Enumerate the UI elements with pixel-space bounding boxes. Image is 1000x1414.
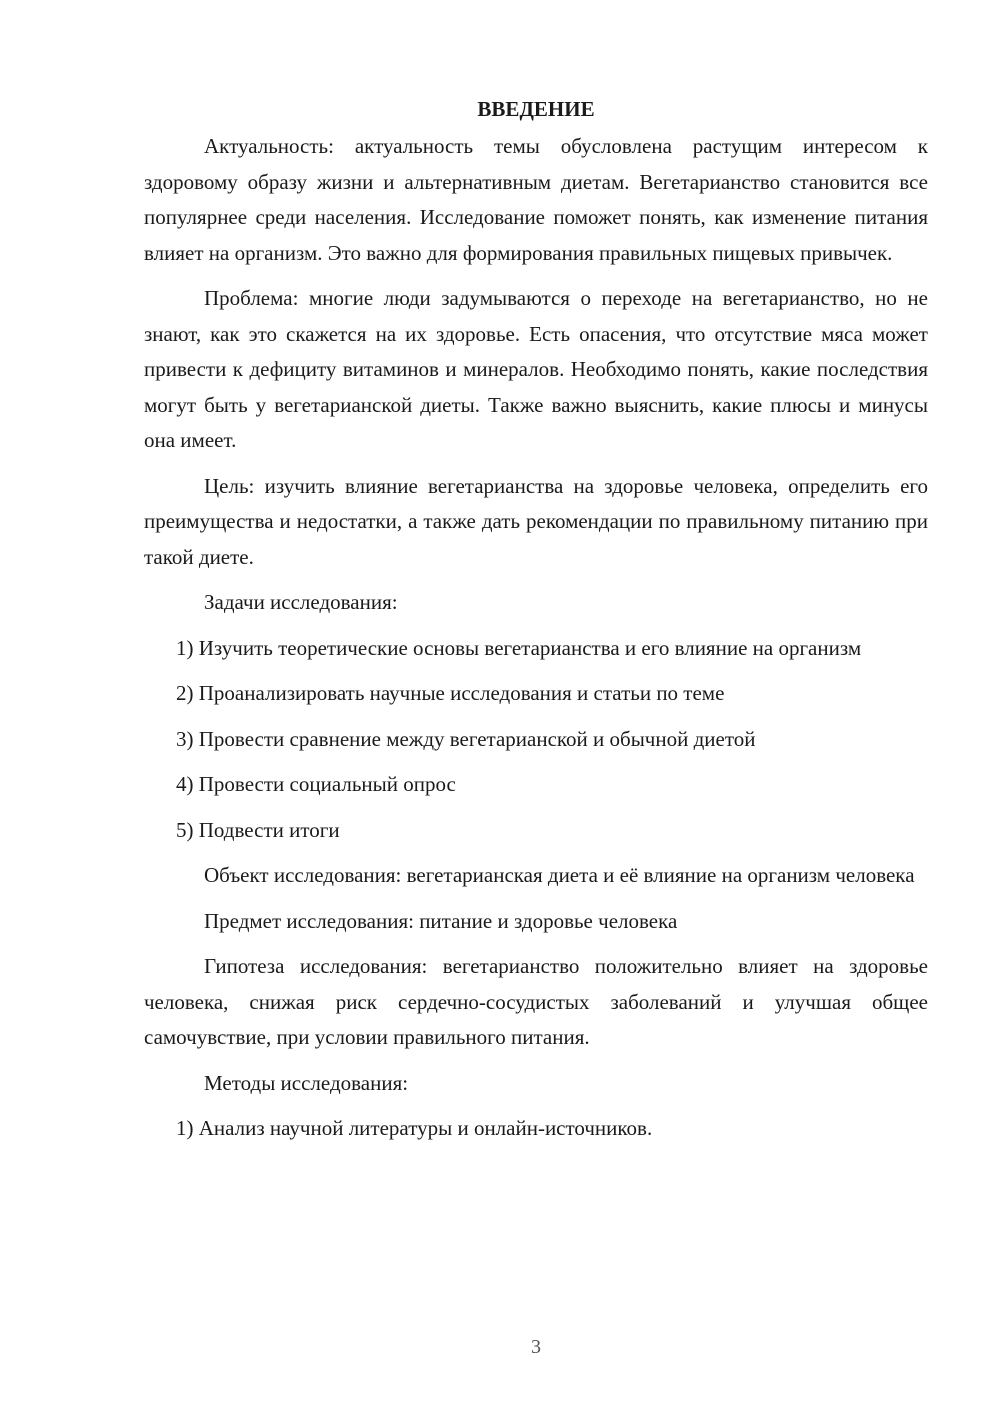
problem-paragraph: Проблема: многие люди задумываются о переходе на вегетарианство, но не знают, как это скажется на их здоровье. Есть опасения, что отсутствие мяса может привести к дефициту витаминов и минералов. Необходимо понять, какие последствия могут быть у вегетарианской диеты. Также важно выяснить, какие плюсы и минусы она имеет. (144, 286, 928, 452)
task-item-4: 4) Провести социальный опрос (176, 772, 456, 796)
goal-paragraph: Цель: изучить влияние вегетарианства на здоровье человека, определить его преимущества и недостатки, а также дать рекомендации по правильному питанию при такой диете. (144, 473, 928, 569)
hypothesis-paragraph: Гипотеза исследования: вегетарианство положительно влияет на здоровье человека, снижая риск сердечно-сосудистых заболеваний и улучшая общее самочувствие, при условии правильного питания. (144, 954, 928, 1049)
method-item-1: 1) Анализ научной литературы и онлайн-источников. (176, 1116, 653, 1140)
task-item-5: 5) Подвести итоги (176, 817, 340, 842)
page-number: 3 (531, 1336, 541, 1358)
relevance-paragraph: Актуальность: актуальность темы обусловлена растущим интересом к здоровому образу жизни и альтернативным диетам. Вегетарианство становится все популярнее среди населения. Исследование поможет понять, как изменение питания влияет на организм. Это важно для формирования правильных пищевых привычек. (144, 134, 928, 265)
tasks-heading: Задачи исследования: (204, 590, 398, 614)
task-item-2: 2) Проанализировать научные исследования и статьи по теме (176, 681, 725, 705)
page-title: ВВЕДЕНИЕ (477, 97, 595, 121)
task-item-1: 1) Изучить теоретические основы вегетарианства и его влияние на организм (176, 635, 862, 660)
subject-paragraph: Предмет исследования: питание и здоровье человека (204, 908, 678, 933)
page-content (144, 92, 928, 1157)
object-paragraph: Объект исследования: вегетарианская диета и её влияние на организм человека (204, 863, 915, 887)
methods-heading: Методы исследования: (204, 1070, 409, 1095)
task-item-3: 3) Провести сравнение между вегетарианской и обычной диетой (176, 726, 756, 751)
